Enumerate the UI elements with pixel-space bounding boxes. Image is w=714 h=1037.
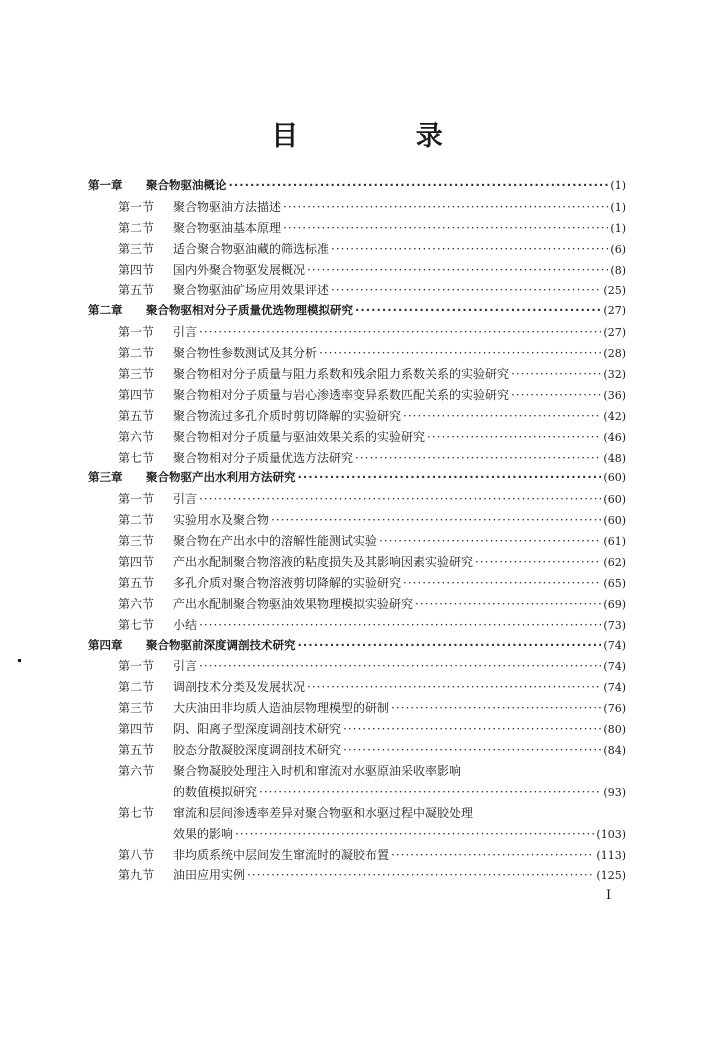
toc-leader-dots xyxy=(298,638,602,652)
toc-section-entry[interactable] xyxy=(88,678,626,699)
toc-entry-number: 第七节 xyxy=(118,617,155,632)
toc-page-number: (69) xyxy=(603,597,626,611)
toc-entry-number: 第三节 xyxy=(118,241,155,256)
toc-leader-dots xyxy=(331,283,601,297)
page-title: 目 录 xyxy=(271,121,497,152)
toc-section-entry[interactable] xyxy=(88,281,626,302)
toc-leader-dots xyxy=(379,534,601,548)
toc-page-number: (48) xyxy=(603,451,626,465)
toc-entry-number: 第六节 xyxy=(118,763,155,778)
toc-entry-title: 的数值模拟研究 xyxy=(173,784,258,799)
toc-page-number: (74) xyxy=(603,638,626,652)
toc-leader-dots xyxy=(343,722,601,736)
toc-entry-title: 大庆油田非均质人造油层物理模型的研制 xyxy=(173,701,390,716)
toc-entry-continuation[interactable] xyxy=(88,825,626,846)
toc-page-number: (36) xyxy=(603,388,626,402)
toc-leader-dots xyxy=(199,325,601,339)
toc-entry-number: 第一节 xyxy=(118,199,155,214)
table-of-contents xyxy=(88,177,626,887)
toc-entry-title: 阴、阳离子型深度调剖技术研究 xyxy=(173,722,342,737)
toc-entry-title: 聚合物驱油矿场应用效果评述 xyxy=(173,283,330,298)
toc-page-number: (6) xyxy=(610,242,626,256)
toc-leader-dots xyxy=(259,785,601,799)
toc-section-entry[interactable] xyxy=(88,616,626,637)
toc-page-number: (27) xyxy=(603,326,626,340)
toc-leader-dots xyxy=(199,492,601,506)
toc-page-number: (103) xyxy=(596,827,626,841)
toc-page-number: (74) xyxy=(603,660,626,674)
toc-section-entry[interactable] xyxy=(88,407,626,428)
toc-entry-title: 胶态分散凝胶深度调剖技术研究 xyxy=(173,743,342,758)
toc-entry-number: 第六节 xyxy=(118,596,155,611)
toc-entry-number: 第七节 xyxy=(118,805,155,820)
toc-page-number: (28) xyxy=(603,347,626,361)
toc-leader-dots xyxy=(199,618,601,632)
toc-section-entry[interactable] xyxy=(88,720,626,741)
toc-entry-title: 聚合物在产出水中的溶解性能测试实验 xyxy=(173,534,378,549)
toc-chapter-entry[interactable] xyxy=(88,637,626,658)
toc-page-number: (62) xyxy=(603,556,626,570)
toc-leader-dots xyxy=(283,200,608,214)
toc-entry-number: 第五节 xyxy=(118,283,155,298)
toc-page-number: (25) xyxy=(603,284,626,298)
toc-leader-dots xyxy=(199,659,601,673)
toc-leader-dots xyxy=(319,346,601,360)
toc-page-number: (32) xyxy=(603,368,626,382)
toc-entry-title: 聚合物性参数测试及其分析 xyxy=(173,346,318,361)
page-number: I xyxy=(606,888,612,903)
toc-leader-dots xyxy=(475,555,601,569)
toc-leader-dots xyxy=(511,388,601,402)
toc-entry-number: 第二节 xyxy=(118,680,155,695)
toc-section-entry[interactable] xyxy=(88,449,626,470)
toc-entry-title: 效果的影响 xyxy=(173,826,234,841)
toc-leader-dots xyxy=(427,430,601,444)
toc-entry-number: 第七节 xyxy=(118,450,155,465)
toc-entry-number: 第三节 xyxy=(118,534,155,549)
toc-entry-number: 第四节 xyxy=(118,387,155,402)
toc-entry-number: 第四节 xyxy=(118,722,155,737)
toc-entry-title: 聚合物驱油概论 xyxy=(146,178,227,192)
toc-section-entry[interactable] xyxy=(88,240,626,261)
toc-entry-title: 引言 xyxy=(173,659,198,674)
toc-entry-title: 聚合物驱油方法描述 xyxy=(173,199,282,214)
toc-entry-number: 第二章 xyxy=(88,303,123,318)
toc-entry-number: 第二节 xyxy=(118,346,155,361)
toc-leader-dots xyxy=(307,263,608,277)
toc-entry-title: 油田应用实例 xyxy=(173,868,246,883)
toc-entry-number: 第三节 xyxy=(118,367,155,382)
toc-entry-number: 第一节 xyxy=(118,325,155,340)
toc-section-entry[interactable] xyxy=(88,699,626,720)
toc-leader-dots xyxy=(247,868,594,882)
toc-page-number: (42) xyxy=(603,409,626,423)
toc-entry-number: 第九节 xyxy=(118,868,155,883)
toc-leader-dots xyxy=(331,242,608,256)
toc-page-number: (113) xyxy=(596,848,626,862)
toc-page-number: (76) xyxy=(603,702,626,716)
toc-entry-title: 聚合物相对分子质量与驱油效果关系的实验研究 xyxy=(173,429,426,444)
toc-entry-number: 第六节 xyxy=(118,429,155,444)
toc-entry-title: 国内外聚合物驱发展概况 xyxy=(173,262,306,277)
toc-entry-number: 第一节 xyxy=(118,659,155,674)
toc-section-entry[interactable] xyxy=(88,804,626,825)
toc-entry-title: 聚合物相对分子质量与岩心渗透率变异系数匹配关系的实验研究 xyxy=(173,387,510,402)
toc-entry-number: 第一节 xyxy=(118,492,155,507)
toc-entry-number: 第五节 xyxy=(118,408,155,423)
toc-entry-number: 第二节 xyxy=(118,220,155,235)
toc-page-number: (61) xyxy=(603,535,626,549)
toc-leader-dots xyxy=(511,367,601,381)
toc-page-number: (60) xyxy=(603,471,626,485)
toc-page-number: (1) xyxy=(610,200,626,214)
toc-entry-number: 第四章 xyxy=(88,637,123,652)
toc-leader-dots xyxy=(307,680,601,694)
toc-entry-continuation[interactable] xyxy=(88,783,626,804)
toc-entry-title: 窜流和层间渗透率差异对聚合物驱和水驱过程中凝胶处理 xyxy=(173,805,474,820)
toc-entry-number: 第五节 xyxy=(118,575,155,590)
toc-entry-number: 第五节 xyxy=(118,743,155,758)
toc-entry-title: 适合聚合物驱油藏的筛选标准 xyxy=(173,241,330,256)
toc-entry-title: 产出水配制聚合物驱油效果物理模拟实验研究 xyxy=(173,596,414,611)
toc-entry-title: 聚合物相对分子质量优选方法研究 xyxy=(173,450,354,465)
toc-entry-title: 聚合物驱油基本原理 xyxy=(173,220,282,235)
toc-page-number: (60) xyxy=(603,514,626,528)
toc-entry-title: 聚合物流过多孔介质时剪切降解的实验研究 xyxy=(173,408,402,423)
toc-section-entry[interactable] xyxy=(88,866,626,887)
toc-entry-title: 实验用水及聚合物 xyxy=(173,513,270,528)
toc-leader-dots xyxy=(403,576,601,590)
toc-entry-number: 第二节 xyxy=(118,513,155,528)
toc-section-entry[interactable] xyxy=(88,198,626,219)
toc-section-entry[interactable] xyxy=(88,574,626,595)
toc-entry-title: 小结 xyxy=(173,617,198,632)
toc-leader-dots xyxy=(403,409,601,423)
toc-chapter-entry[interactable] xyxy=(88,469,626,490)
toc-entry-title: 聚合物驱前深度调剖技术研究 xyxy=(146,637,296,652)
toc-section-entry[interactable] xyxy=(88,323,626,344)
toc-leader-dots xyxy=(415,597,601,611)
toc-section-entry[interactable] xyxy=(88,428,626,449)
toc-page-number: (8) xyxy=(610,263,626,277)
toc-entry-number: 第三节 xyxy=(118,701,155,716)
toc-page-number: (60) xyxy=(603,493,626,507)
toc-page-number: (93) xyxy=(603,785,626,799)
toc-leader-dots xyxy=(229,178,609,192)
toc-entry-title: 产出水配制聚合物溶液的粘度损失及其影响因素实验研究 xyxy=(173,555,474,570)
toc-page-number: (80) xyxy=(603,723,626,737)
toc-page-number: (1) xyxy=(610,179,626,192)
toc-section-entry[interactable] xyxy=(88,595,626,616)
toc-entry-title: 聚合物凝胶处理注入时机和窜流对水驱原油采收率影响 xyxy=(173,763,462,778)
toc-leader-dots xyxy=(298,470,602,484)
toc-section-entry[interactable] xyxy=(88,532,626,553)
toc-page-number: (73) xyxy=(603,618,626,632)
toc-section-entry[interactable] xyxy=(88,657,626,678)
toc-entry-title: 聚合物驱产出水利用方法研究 xyxy=(146,470,296,485)
toc-entry-number: 第一章 xyxy=(88,178,123,192)
toc-entry-title: 引言 xyxy=(173,325,198,340)
toc-section-entry[interactable] xyxy=(88,365,626,386)
toc-leader-dots xyxy=(283,221,608,235)
toc-entry-title: 聚合物相对分子质量与阻力系数和残余阻力系数关系的实验研究 xyxy=(173,367,510,382)
toc-section-entry[interactable] xyxy=(88,344,626,365)
toc-section-entry[interactable] xyxy=(88,741,626,762)
toc-entry-number: 第三章 xyxy=(88,470,123,485)
toc-section-entry[interactable] xyxy=(88,846,626,867)
toc-page-number: (1) xyxy=(610,221,626,235)
toc-page-number: (46) xyxy=(603,430,626,444)
toc-leader-dots xyxy=(343,743,601,757)
toc-page-number: (74) xyxy=(603,681,626,695)
toc-section-entry[interactable] xyxy=(88,261,626,282)
toc-section-entry[interactable] xyxy=(88,490,626,511)
toc-page-number: (84) xyxy=(603,744,626,758)
toc-entry-title: 聚合物驱相对分子质量优选物理模拟研究 xyxy=(146,303,353,318)
toc-section-entry[interactable] xyxy=(88,553,626,574)
toc-page-number: (65) xyxy=(603,576,626,590)
toc-section-entry[interactable] xyxy=(88,511,626,532)
toc-entry-number: 第八节 xyxy=(118,847,155,862)
toc-chapter-entry[interactable] xyxy=(88,177,626,198)
toc-section-entry[interactable] xyxy=(88,219,626,240)
toc-page-number: (27) xyxy=(603,304,626,318)
toc-entry-number: 第四节 xyxy=(118,262,155,277)
toc-page-number: (125) xyxy=(596,869,626,883)
toc-leader-dots xyxy=(355,303,601,317)
toc-leader-dots xyxy=(271,513,601,527)
toc-section-entry[interactable] xyxy=(88,386,626,407)
toc-leader-dots xyxy=(235,827,594,841)
toc-leader-dots xyxy=(391,848,594,862)
toc-entry-title: 调剖技术分类及发展状况 xyxy=(173,680,306,695)
toc-entry-title: 多孔介质对聚合物溶液剪切降解的实验研究 xyxy=(173,575,402,590)
toc-entry-title: 引言 xyxy=(173,492,198,507)
toc-leader-dots xyxy=(355,451,601,465)
toc-section-entry[interactable] xyxy=(88,762,626,783)
toc-entry-number: 第四节 xyxy=(118,555,155,570)
scan-speck xyxy=(18,659,21,662)
toc-leader-dots xyxy=(391,701,601,715)
toc-chapter-entry[interactable] xyxy=(88,302,626,323)
toc-entry-title: 非均质系统中层间发生窜流时的凝胶布置 xyxy=(173,847,390,862)
